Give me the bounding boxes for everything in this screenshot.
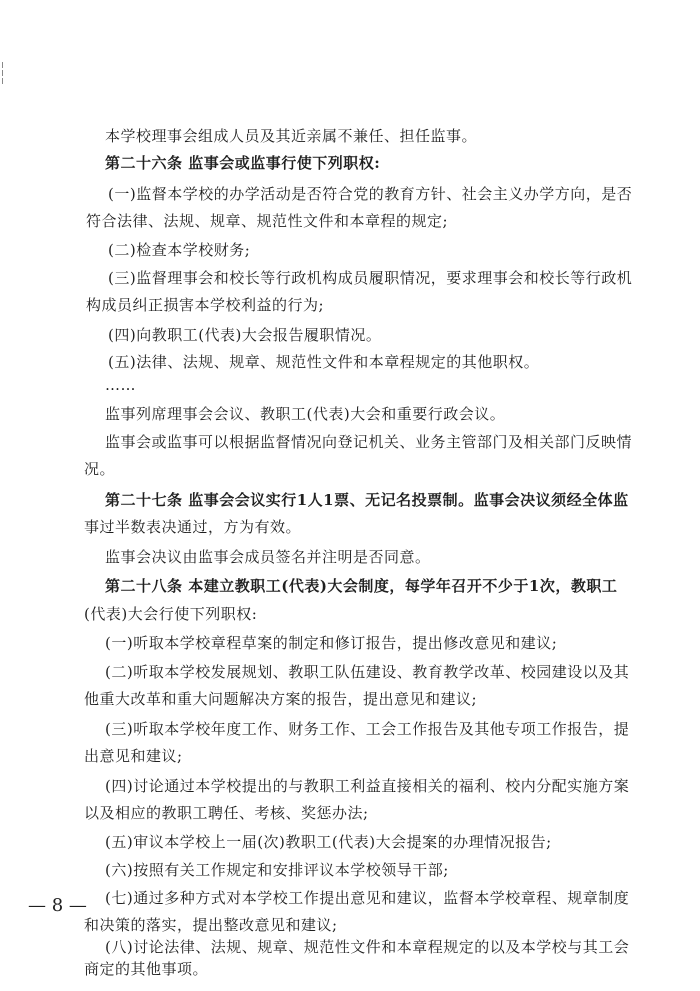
article-26-heading: 第二十六条 监事会或监事行使下列职权: <box>105 154 381 172</box>
paragraph-line: (二)检查本学校财务; <box>108 241 251 259</box>
paragraph-line: (代表)大会行使下列职权: <box>84 605 258 623</box>
paragraph-line: 本学校理事会组成人员及其近亲属不兼任、担任监事。 <box>105 127 478 145</box>
margin-mark <box>2 62 3 68</box>
paragraph-line: 商定的其他事项。 <box>84 960 209 978</box>
margin-mark <box>2 78 3 84</box>
paragraph-line: (一)听取本学校章程草案的制定和修订报告，提出修改意见和建议; <box>105 634 558 652</box>
paragraph-line: 监事会决议由监事会成员签名并注明是否同意。 <box>105 548 431 566</box>
paragraph-line: (六)按照有关工作规定和安排评议本学校领导干部; <box>105 861 449 879</box>
paragraph-line: 监事会或监事可以根据监督情况向登记机关、业务主管部门及相关部门反映情 <box>105 433 633 451</box>
paragraph-line: (二)听取本学校发展规划、教职工队伍建设、教育教学改革、校园建设以及其 <box>105 663 630 681</box>
article-27-heading: 第二十七条 监事会会议实行1人1票、无记名投票制。监事会决议须经全体监 <box>105 491 629 509</box>
page-number: — 8 — <box>28 895 87 916</box>
article-28-heading: 第二十八条 本建立教职工(代表)大会制度，每学年召开不少于1次，教职工 <box>105 577 618 595</box>
paragraph-line: 出意见和建议; <box>84 747 183 765</box>
paragraph-line: 监事列席理事会会议、教职工(代表)大会和重要行政会议。 <box>105 405 506 423</box>
paragraph-line: (四)讨论通过本学校提出的与教职工利益直接相关的福利、校内分配实施方案 <box>105 777 630 795</box>
paragraph-line: (八)讨论法律、法规、规章、规范性文件和本章程规定的以及本学校与其工会 <box>105 938 630 956</box>
paragraph-line: (五)法律、法规、规章、规范性文件和本章程规定的其他职权。 <box>108 353 540 371</box>
ellipsis-line: …… <box>105 376 136 394</box>
paragraph-line: 事过半数表决通过，方为有效。 <box>84 518 302 536</box>
paragraph-line: 和决策的落实，提出整改意见和建议; <box>84 916 338 934</box>
paragraph-line: 符合法律、法规、规章、规范性文件和本章程的规定; <box>86 212 449 230</box>
paragraph-line: (四)向教职工(代表)大会报告履职情况。 <box>108 326 382 344</box>
paragraph-line: (三)监督理事会和校长等行政机构成员履职情况，要求理事会和校长等行政机 <box>108 269 633 287</box>
margin-mark <box>2 70 3 76</box>
paragraph-line: 以及相应的教职工聘任、考核、奖惩办法; <box>84 804 369 822</box>
paragraph-line: 况。 <box>84 460 116 478</box>
paragraph-line: (七)通过多种方式对本学校工作提出意见和建议，监督本学校章程、规章制度 <box>105 889 630 907</box>
paragraph-line: 构成员纠正损害本学校利益的行为; <box>86 296 325 314</box>
paragraph-line: 他重大改革和重大问题解决方案的报告，提出意见和建议; <box>84 690 478 708</box>
paragraph-line: (三)听取本学校年度工作、财务工作、工会工作报告及其他专项工作报告，提 <box>105 720 630 738</box>
paragraph-line: (五)审议本学校上一届(次)教职工(代表)大会提案的办理情况报告; <box>105 833 552 851</box>
paragraph-line: (一)监督本学校的办学活动是否符合党的教育方针、社会主义办学方向，是否 <box>108 185 633 203</box>
